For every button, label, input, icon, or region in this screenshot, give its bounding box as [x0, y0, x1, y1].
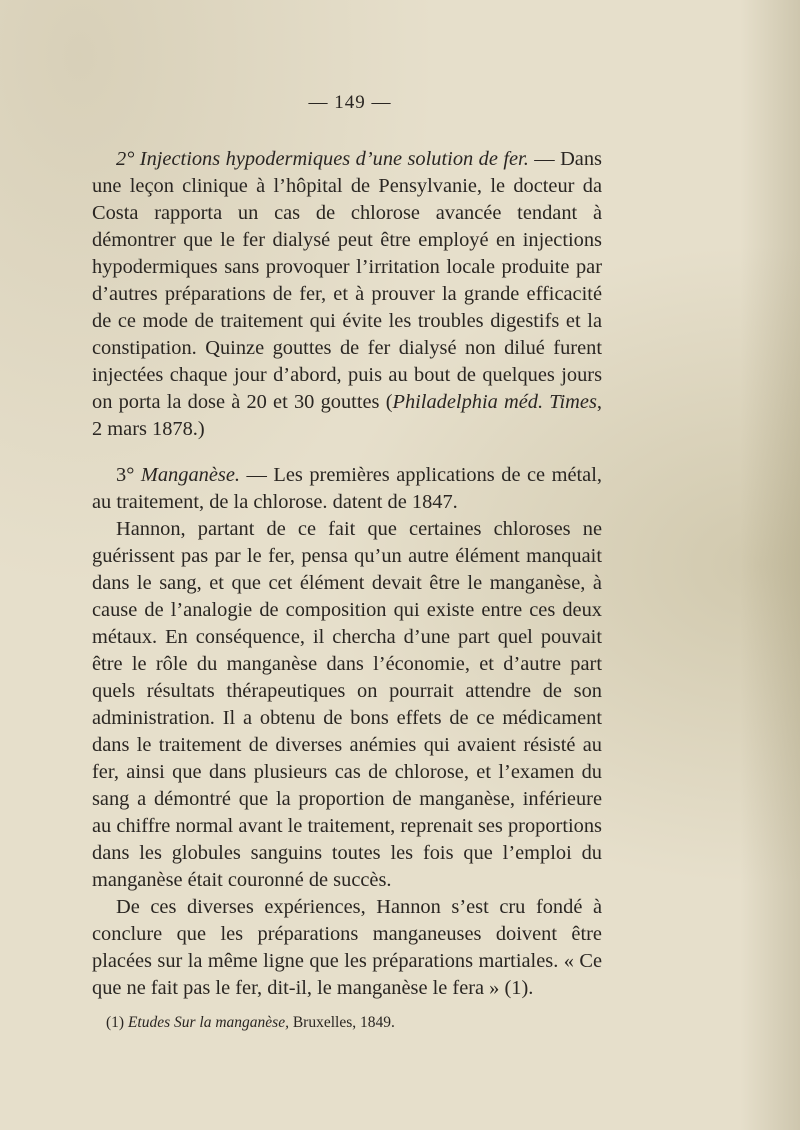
- paragraph-injections-text: Dans une leçon clinique à l’hôpital de Pensylvanie, le docteur da Costa rapporta un cas de chlorose avancée tendant à démontrer que le fer dialysé peut être employé en injections hypodermiques sans provoquer l’irritation locale produite par d’autres préparations de fer, et à prouver la grande efficacité de ce mode de traitement qui évite les troubles digestifs et la constipation. Quinze gouttes de fer dialysé non dilué furent injectées chaque jour d’abord, puis au bout de quelques jours on porta la dose à 20 et 30 gouttes: [92, 148, 602, 413]
- citation-open: (: [379, 391, 393, 413]
- citation-rest: , 2 mars 1878.): [92, 391, 603, 440]
- paragraph-manganese-text: — Les premières applications de ce métal, au traitement, de la chlorose. datent de 1847.: [92, 464, 602, 513]
- page-edge-shadow: [740, 0, 800, 1130]
- section-number-manganese: 3°: [116, 464, 135, 486]
- section-heading-injections: 2° Injections hypodermiques d’une solution de fer.: [116, 148, 529, 170]
- paragraph-conclusion: De ces diverses expériences, Hannon s’est cru fondé à conclure que les préparations manganeuses doivent être placées sur la même ligne que les préparations martiales. « Ce que ne fait pas le fer, dit-il, le manganèse le fera » (1).: [92, 896, 602, 999]
- citation-journal: Philadelphia méd. Times: [392, 391, 597, 413]
- heading-dash: —: [528, 148, 561, 170]
- footnote-marker: (1): [106, 1014, 128, 1031]
- section-heading-manganese: Manganèse.: [140, 464, 240, 486]
- paragraph-injections: [92, 146, 602, 443]
- paragraph-hannon: Hannon, partant de ce fait que certaines chloroses ne guérissent pas par le fer, pensa qu’un autre élément manquait dans le sang, et que cet élément devait être le manganèse, à cause de l’analogie de composition qui existe entre ces deux métaux. En conséquence, il chercha d’une part quel pouvait être le rôle du manganèse dans l’économie, et d’autre part quels résultats thérapeutiques on pourrait attendre de son administration. Il a obtenu de bons effets de ce médicament dans le traitement de diverses anémies qui avaient résisté au fer, ainsi que dans plusieurs cas de chlorose, et l’examen du sang a démontré que la proportion de manganèse, inférieure au chiffre normal avant le traitement, reprenait ses proportions dans les globules sanguins toutes les fois que l’emploi du manganèse était couronné de succès.: [92, 518, 602, 891]
- paragraph-manganese: [92, 462, 602, 516]
- footnote-title: Etudes Sur la manganèse,: [127, 1014, 289, 1031]
- body-text: [92, 146, 602, 1002]
- footnote: [106, 1013, 606, 1033]
- page-number: — 149 —: [308, 92, 392, 113]
- footnote-rest: Bruxelles, 1849.: [288, 1014, 395, 1031]
